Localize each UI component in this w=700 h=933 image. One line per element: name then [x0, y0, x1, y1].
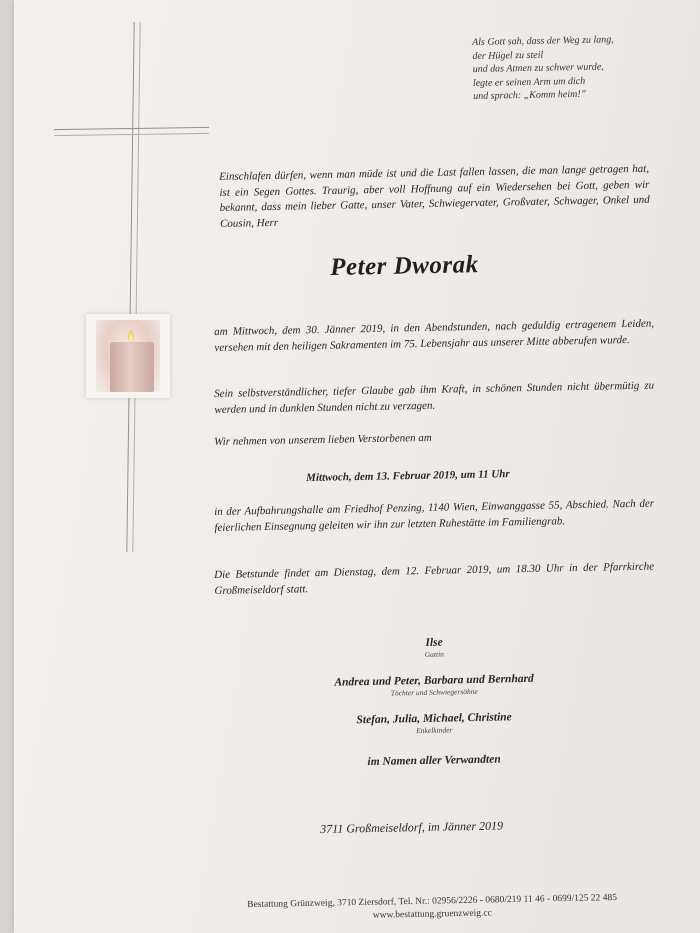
candle-image	[86, 314, 170, 398]
place-date: 3711 Großmeiseldorf, im Jänner 2019	[320, 818, 504, 836]
relatives-line	[264, 751, 604, 770]
candle-icon	[110, 342, 154, 392]
prayer-hour-text: Die Betstunde findet am Dienstag, dem 12. Februar 2019, um 18.30 Uhr in der Pfarrkirche Großmeiseldorf statt.	[214, 560, 655, 597]
mourner-names: Andrea und Peter, Barbara und Bernhard	[334, 672, 534, 689]
faith-text: Sein selbstverständlicher, tiefer Glaube gab ihm Kraft, in schönen Stunden nicht übermütig zu werden und in dunklen Stunden nicht zu verzagen.	[214, 379, 655, 416]
death-notice-text: am Mittwoch, dem 30. Jänner 2019, in den Abendstunden, nach geduldig ertragenem Leiden, versehen mit den heiligen Sakramenten im 75. Lebensjahr aus unserer Mitte abberufen wurde.	[214, 317, 655, 354]
funeral-date: Mittwoch, dem 13. Februar 2019, um 11 Uhr	[306, 468, 510, 484]
poem-line: und sprach: „Komm heim!”	[473, 88, 587, 102]
funeral-home-contact: Bestattung Grünzweig, 3710 Ziersdorf, Tel. Nr.: 02956/2226 - 0680/219 11 46 - 0699/125 22 485	[247, 893, 618, 911]
relatives-text: im Namen aller Verwandten	[367, 753, 501, 769]
intro-text: Einschlafen dürfen, wenn man müde ist und die Last fallen lassen, die man lange getragen hat, ist ein Segen Gottes. Traurig, aber voll Hoffnung auf ein Wiedersehen bei Gott, geben wir bekannt, dass mein lieber Gatte, unser Vater, Schwiegervater, Großvater, Schwager, Onkel und Cousin, Herr	[219, 162, 650, 230]
poem-line: Als Gott sah, dass der Weg zu lang,	[472, 34, 614, 48]
farewell-intro-text: Wir nehmen von unserem lieben Verstorbenen am	[214, 431, 432, 448]
funeral-location-text: in der Aufbahrungshalle am Friedhof Penzing, 1140 Wien, Einwanggasse 55, Abschied. Nach der feierlichen Einsegnung geleiten wir ihn zur letzten Ruhestätte im Familiengrab.	[214, 497, 655, 534]
mourner-role: Enkelkinder	[416, 725, 453, 736]
flame-icon	[128, 330, 134, 342]
mourner-names: Stefan, Julia, Michael, Christine	[356, 711, 512, 727]
footer	[202, 891, 662, 926]
mourner-group	[264, 633, 604, 662]
obituary-sheet	[14, 0, 700, 933]
poem	[472, 32, 673, 103]
poem-line: legte er seinen Arm um dich	[472, 75, 586, 89]
mourner-role: Gattin	[424, 649, 444, 659]
funeral-home-website: www.bestattung.gruenzweig.cc	[372, 908, 492, 921]
mourner-group	[264, 671, 604, 700]
mourner-role: Töchter und Schwiegersöhne	[390, 686, 478, 698]
poem-line: der Hügel zu steil	[472, 49, 544, 62]
mourner-group	[264, 709, 604, 738]
deceased-name: Peter Dworak	[330, 251, 479, 281]
poem-line: und das Atmen zu schwer wurde,	[472, 61, 604, 75]
mourner-names: Ilse	[425, 636, 443, 649]
